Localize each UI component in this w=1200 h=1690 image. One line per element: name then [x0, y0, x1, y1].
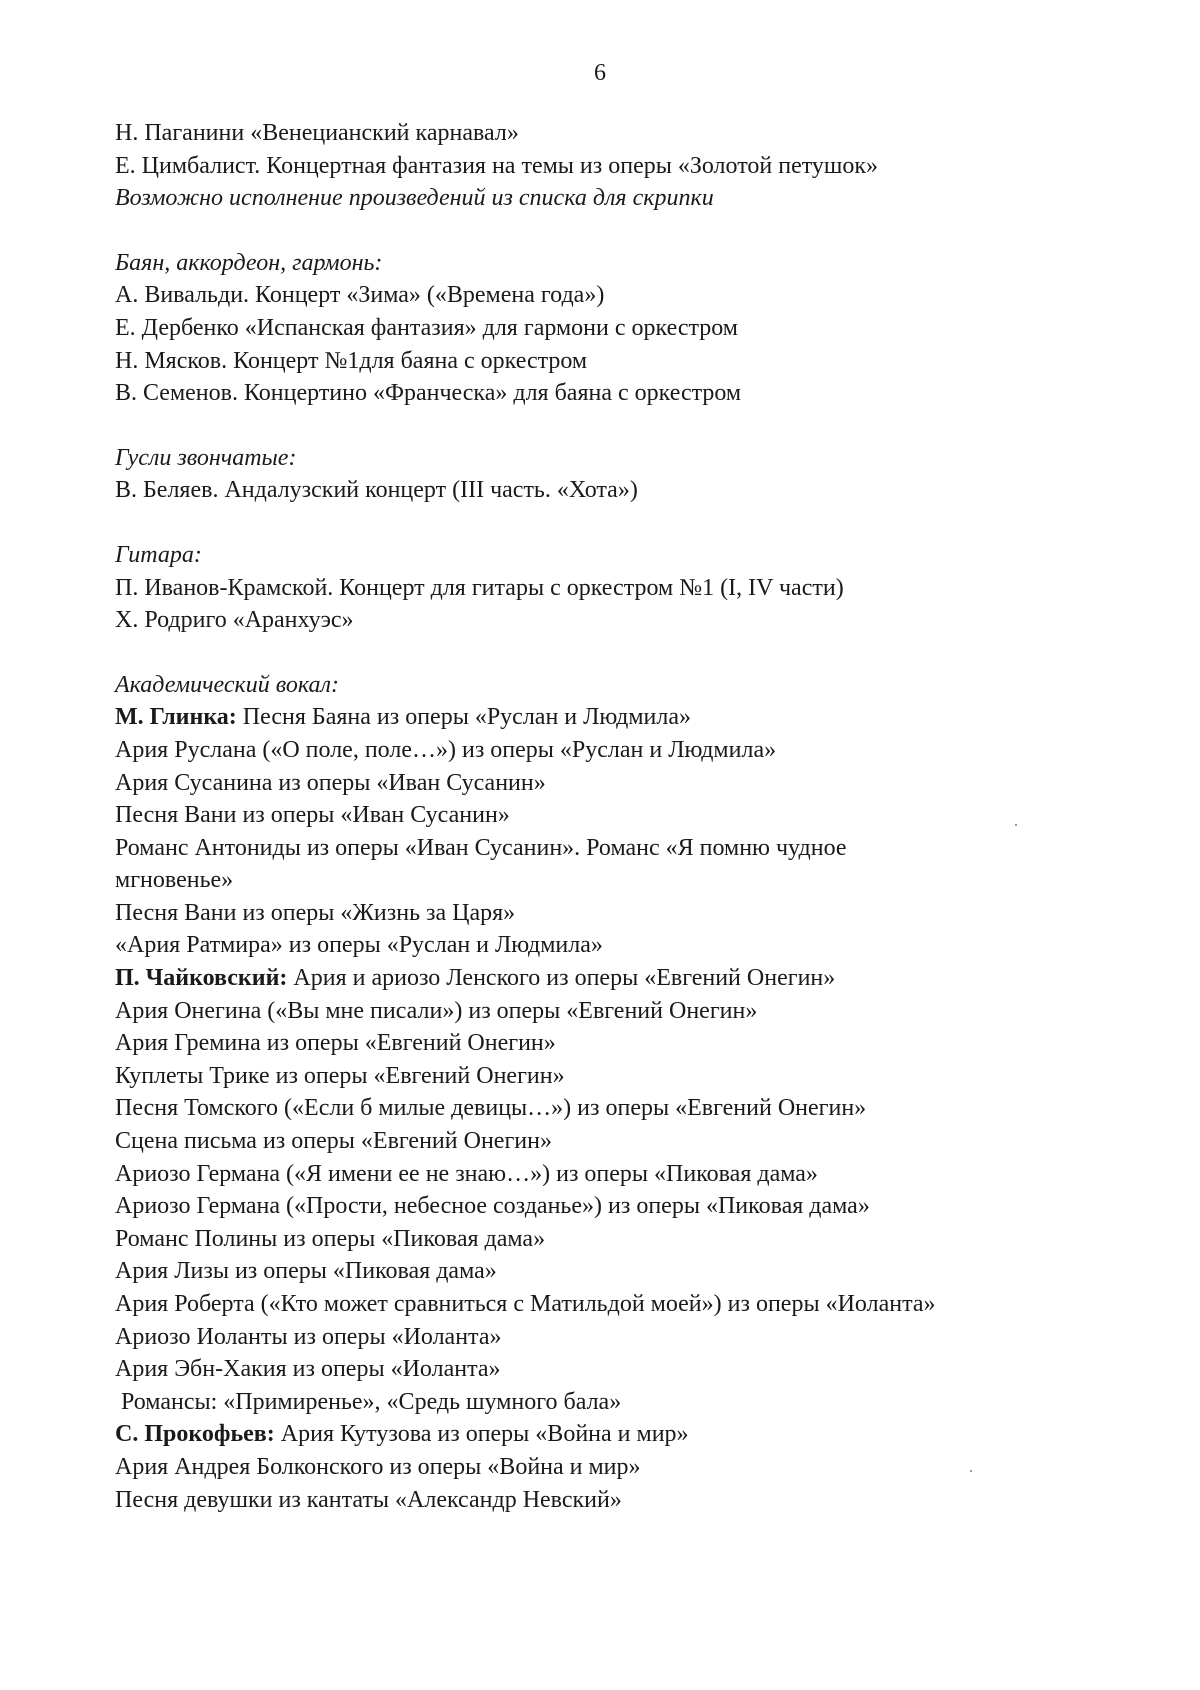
composer-name: М. Глинка:	[115, 704, 237, 731]
repertoire-item: Ариозо Иоланты из оперы «Иоланта»	[115, 1323, 502, 1350]
composer-line	[115, 1418, 1175, 1451]
repertoire-item: Романс Полины из оперы «Пиковая дама»	[115, 1225, 546, 1252]
section-header: Гитара:	[115, 541, 202, 568]
repertoire-item: А. Вивальди. Концерт «Зима» («Времена года»)	[115, 282, 605, 309]
repertoire-item: Песня девушки из кантаты «Александр Невский»	[115, 1486, 622, 1513]
repertoire-item: Н. Мясков. Концерт №1для баяна с оркестром	[115, 347, 588, 374]
section-header: Академический вокал:	[115, 671, 339, 698]
repertoire-item: Х. Родриго «Аранхуэс»	[115, 607, 354, 634]
repertoire-item: В. Беляев. Андалузский концерт (III часть. «Хота»)	[115, 477, 638, 504]
repertoire-item: Ария Сусанина из оперы «Иван Сусанин»	[115, 769, 546, 796]
scan-speck	[1015, 824, 1017, 826]
spacer	[115, 215, 1175, 247]
repertoire-item: Ария Эбн-Хакия из оперы «Иоланта»	[115, 1356, 501, 1383]
bayan-section	[115, 247, 1175, 410]
repertoire-item: Ария Гремина из оперы «Евгений Онегин»	[115, 1030, 556, 1057]
section-note: Возможно исполнение произведений из списка для скрипки	[115, 185, 714, 212]
repertoire-item: Ария Роберта («Кто может сравниться с Матильдой моей») из оперы «Иоланта»	[115, 1291, 936, 1317]
repertoire-item: «Ария Ратмира» из оперы «Руслан и Людмила»	[115, 932, 603, 959]
repertoire-item: Ария Кутузова из оперы «Война и мир»	[274, 1421, 689, 1448]
repertoire-item: Ариозо Германа («Прости, небесное созданье») из оперы «Пиковая дама»	[115, 1193, 870, 1220]
repertoire-item: Е. Цимбалист. Концертная фантазия на темы из оперы «Золотой петушок»	[115, 152, 879, 179]
spacer	[115, 410, 1175, 442]
repertoire-item: В. Семенов. Концертино «Франческа» для баяна с оркестром	[115, 380, 742, 407]
repertoire-item: Куплеты Трике из оперы «Евгений Онегин»	[115, 1062, 565, 1089]
guitar-section	[115, 539, 1175, 637]
section-header: Гусли звончатые:	[115, 444, 297, 471]
composer-line	[115, 962, 1175, 995]
spacer	[115, 637, 1175, 669]
scan-speck	[970, 1470, 972, 1472]
repertoire-item: Песня Баяна из оперы «Руслан и Людмила»	[236, 704, 692, 731]
section-header: Баян, аккордеон, гармонь:	[115, 249, 383, 276]
repertoire-item: Ария Руслана («О поле, поле…») из оперы «Руслан и Людмила»	[115, 736, 777, 763]
violin-repertoire-section	[115, 117, 1175, 215]
repertoire-item: Сцена письма из оперы «Евгений Онегин»	[115, 1128, 552, 1155]
repertoire-item: Н. Паганини «Венецианский карнавал»	[115, 120, 519, 146]
repertoire-item: Песня Вани из оперы «Иван Сусанин»	[115, 802, 510, 829]
repertoire-item: Романс Антониды из оперы «Иван Сусанин». Романс «Я помню чудное	[115, 834, 847, 861]
academic-vocal-section	[115, 669, 1175, 1516]
repertoire-item: Ария Онегина («Вы мне писали») из оперы «Евгений Онегин»	[115, 997, 758, 1024]
gusli-section	[115, 442, 1175, 507]
spacer	[115, 507, 1175, 539]
repertoire-item: Ария Андрея Болконского из оперы «Война и мир»	[115, 1453, 641, 1480]
page-number: 6	[594, 60, 606, 86]
repertoire-item: П. Иванов-Крамской. Концерт для гитары с оркестром №1 (I, IV части)	[115, 574, 844, 601]
repertoire-item: Ариозо Германа («Я имени ее не знаю…») из оперы «Пиковая дама»	[115, 1160, 818, 1187]
repertoire-item: Романсы: «Примиренье», «Средь шумного бала»	[121, 1388, 622, 1415]
composer-line	[115, 701, 1175, 734]
repertoire-item: Е. Дербенко «Испанская фантазия» для гармони с оркестром	[115, 314, 738, 341]
repertoire-item: Песня Томского («Если б милые девицы…») из оперы «Евгений Онегин»	[115, 1095, 867, 1122]
document-body	[115, 117, 1175, 1516]
composer-name: П. Чайковский:	[115, 965, 288, 992]
repertoire-item: Ария и ариозо Ленского из оперы «Евгений Онегин»	[287, 965, 836, 992]
repertoire-item: Песня Вани из оперы «Жизнь за Царя»	[115, 899, 516, 926]
repertoire-item: Ария Лизы из оперы «Пиковая дама»	[115, 1258, 497, 1285]
composer-name: С. Прокофьев:	[115, 1421, 275, 1448]
repertoire-item-continuation: мгновенье»	[115, 867, 234, 894]
